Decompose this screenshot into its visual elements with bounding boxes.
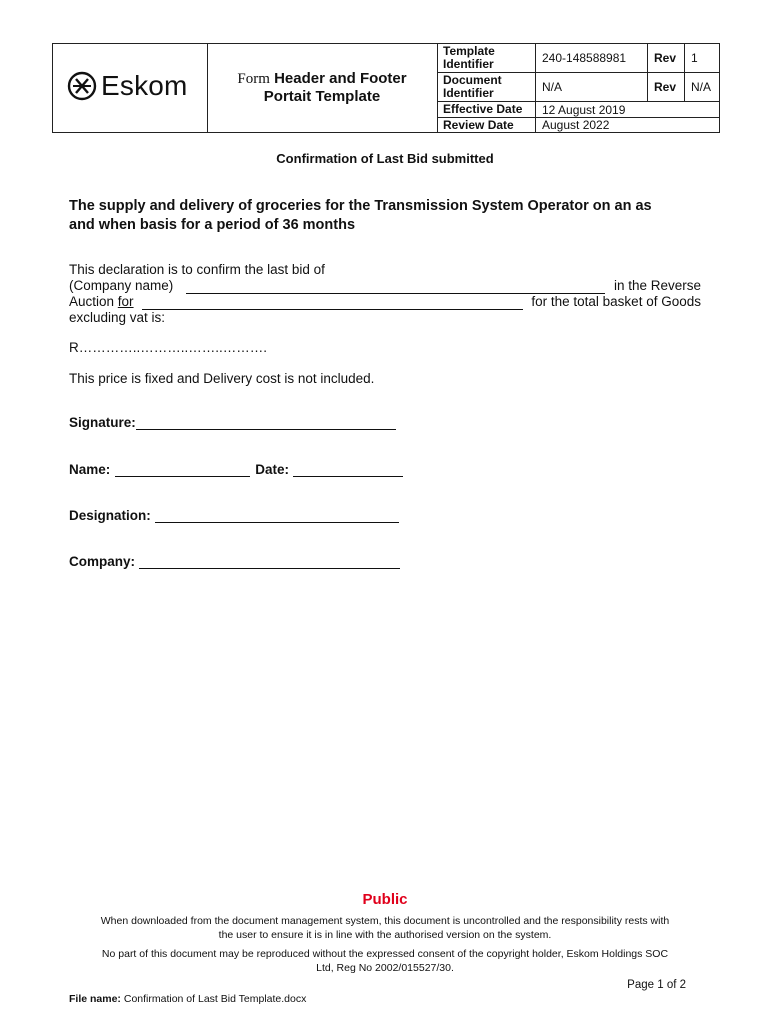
declaration-line1: This declaration is to confirm the last bid of: [69, 262, 325, 277]
label-line: Document: [443, 73, 502, 87]
notice-line: the user to ensure it is in line with the authorised version on the system.: [218, 929, 552, 941]
metadata-row-document: [437, 73, 719, 102]
document-heading: Confirmation of Last Bid submitted: [276, 151, 494, 166]
amount-line[interactable]: R…………..………..……..……….: [69, 340, 268, 355]
review-date-label: Review Date: [437, 118, 536, 132]
copyright-notice: [0, 947, 770, 975]
template-title-line1: [237, 70, 406, 88]
logo-cell: [53, 44, 208, 132]
document-header-table: [52, 43, 720, 133]
name-label: Name:: [69, 462, 111, 477]
logo-wordmark: Eskom: [101, 70, 188, 101]
eskom-emblem-icon: [67, 71, 97, 101]
review-date-value: August 2022: [542, 118, 610, 132]
rev-value: N/A: [684, 73, 719, 101]
designation-blank[interactable]: [155, 509, 399, 523]
rev-value: 1: [684, 44, 719, 72]
declaration-line4: excluding vat is:: [69, 310, 166, 325]
basket-text: for the total basket of Goods: [531, 294, 701, 309]
reverse-text: in the Reverse: [613, 278, 701, 293]
price-note: This price is fixed and Delivery cost is not included.: [69, 371, 375, 386]
designation-label: Designation:: [69, 508, 151, 523]
name-date-field: [69, 462, 403, 477]
metadata-row-effective: [437, 102, 719, 118]
uncontrolled-notice: [0, 914, 770, 942]
tender-title-line2: and when basis for a period of 36 months: [69, 217, 356, 233]
name-blank[interactable]: [115, 463, 250, 477]
document-identifier-value: N/A: [542, 80, 563, 94]
signature-blank[interactable]: [136, 416, 396, 430]
effective-date-label: Effective Date: [437, 102, 536, 117]
date-label: Date:: [255, 462, 290, 477]
company-name-label: (Company name): [69, 278, 174, 293]
document-identifier-label: [437, 73, 536, 101]
file-name-value: Confirmation of Last Bid Template.docx: [123, 993, 307, 1005]
rev-label: Rev: [647, 73, 684, 101]
for-word: for: [117, 294, 134, 309]
metadata-grid: [437, 44, 719, 132]
notice-line: No part of this document may be reproduced without the expressed consent of the copyright holder, Eskom Holdings SOC: [101, 948, 669, 960]
effective-date-value: 12 August 2019: [542, 102, 626, 117]
file-name-label: File name:: [69, 993, 121, 1005]
page-number: Page 1 of 2: [627, 979, 686, 991]
template-title-cell: [207, 44, 438, 132]
declaration-paragraph: [69, 262, 701, 326]
company-blank[interactable]: [139, 555, 400, 569]
company-name-blank[interactable]: [186, 281, 605, 294]
tender-title: [69, 197, 709, 235]
template-identifier-value: 240-148588981: [542, 51, 627, 65]
signature-label: Signature:: [69, 415, 136, 430]
label-line: Identifier: [443, 86, 494, 100]
rev-label: Rev: [647, 44, 684, 72]
auction-label: [69, 294, 134, 310]
company-label: Company:: [69, 554, 136, 569]
template-title-line2: Portait Template: [263, 88, 381, 105]
company-field: [69, 554, 400, 569]
notice-line: When downloaded from the document management system, this document is uncontrolled and the responsibility rests with: [100, 915, 670, 927]
label-line: Identifier: [443, 57, 494, 71]
classification-label: Public: [362, 891, 408, 908]
metadata-row-review: [437, 118, 719, 132]
declaration-line2: [69, 278, 701, 294]
eskom-logo: [67, 70, 188, 102]
auction-blank[interactable]: [142, 297, 523, 310]
tender-title-line1: The supply and delivery of groceries for the Transmission System Operator on an as: [69, 198, 652, 214]
template-identifier-label: [437, 44, 536, 72]
date-blank[interactable]: [293, 463, 403, 477]
title-bold: Header and Footer: [274, 70, 407, 87]
metadata-row-template: [437, 44, 719, 73]
auction-word: Auction: [69, 294, 115, 309]
title-prefix: Form: [237, 71, 270, 87]
signature-field: [69, 415, 396, 430]
notice-line: Ltd, Reg No 2002/015527/30.: [316, 962, 454, 974]
declaration-line3: [69, 294, 701, 310]
designation-field: [69, 508, 399, 523]
label-line: Template: [443, 44, 495, 58]
file-name: [69, 993, 306, 1005]
